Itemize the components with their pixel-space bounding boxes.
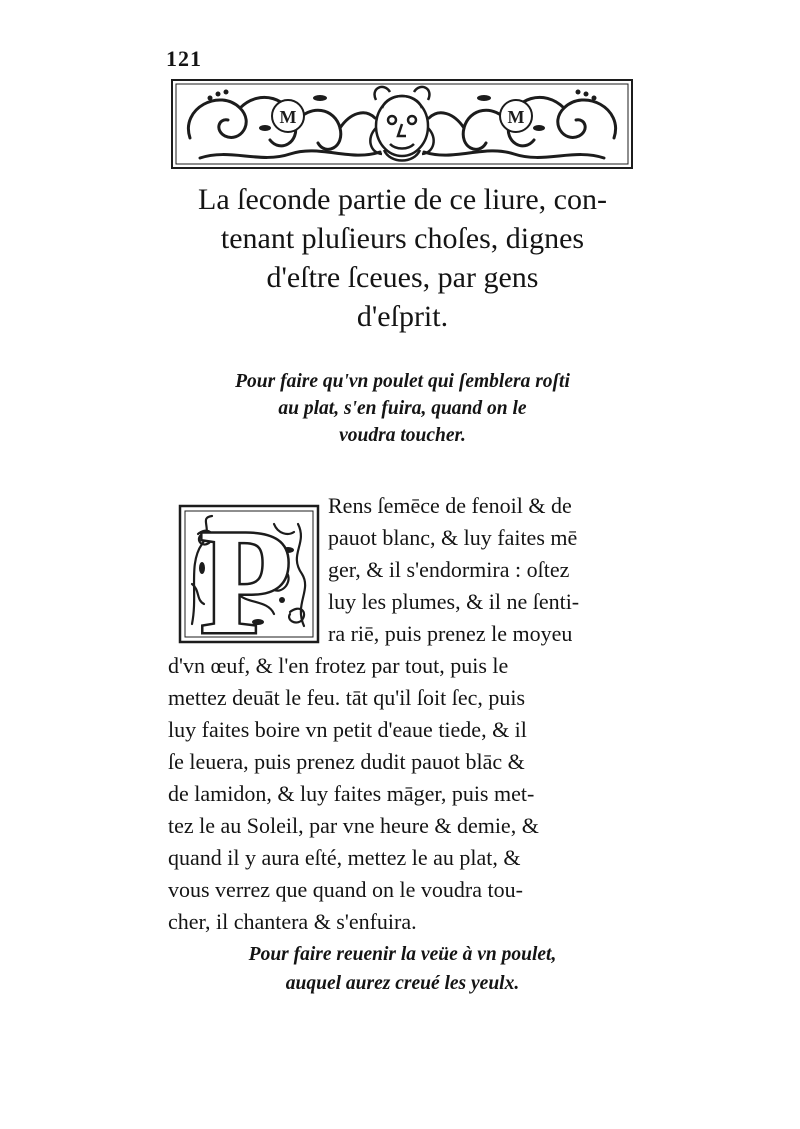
monogram-right: M: [507, 107, 525, 127]
recipe-title-line: auquel aurez creué les yeulx.: [285, 973, 520, 994]
body-line: mettez deuāt le feu. tāt qu'il ſoit ſec, puis: [168, 685, 526, 710]
body-line: luy faites boire vn petit d'eaue tiede, & il: [168, 717, 527, 742]
recipe-title-line: Pour faire reuenir la veüe à vn poulet,: [248, 944, 557, 965]
body-line: ra riē, puis prenez le moyeu: [328, 621, 573, 646]
body-line: Rens ſemēce de fenoil & de: [328, 493, 572, 518]
recipe-title: [150, 368, 655, 449]
ornamental-headpiece-icon: [170, 78, 634, 170]
monogram-left: M: [279, 107, 297, 127]
body-line: luy les plumes, & il ne ſenti-: [328, 589, 580, 614]
recipe-title-line: voudra toucher.: [339, 425, 466, 446]
chapter-title-line: d'eſprit.: [356, 300, 449, 333]
body-line: de lamidon, & luy faites māger, puis met-: [168, 781, 535, 806]
body-line: ger, & il s'endormira : oſtez: [328, 557, 570, 582]
recipe-title-line: Pour faire qu'vn poulet qui ſemblera roſti: [235, 371, 570, 392]
body-line: cher, il chantera & s'enfuira.: [168, 909, 417, 934]
recipe-title: [150, 940, 655, 998]
chapter-title-line: tenant pluſieurs choſes, dignes: [220, 222, 585, 255]
body-line: d'vn œuf, & l'en frotez par tout, puis le: [168, 653, 509, 678]
chapter-title: [150, 180, 655, 336]
dropcap-letter: P: [200, 504, 292, 644]
chapter-title-line: d'eſtre ſceues, par gens: [266, 261, 539, 294]
body-line: vous verrez que quand on le voudra tou-: [168, 877, 523, 902]
body-line: ſe leuera, puis prenez dudit pauot blāc &: [168, 749, 525, 774]
page-number: 121: [166, 46, 202, 71]
chapter-title-line: La ſeconde partie de ce liure, con-: [198, 183, 607, 216]
recipe-title-line: au plat, s'en fuira, quand on le: [278, 398, 527, 419]
body-line: quand il y aura eſté, mettez le au plat, &: [168, 845, 521, 870]
body-line: tez le au Soleil, par vne heure & demie, &: [168, 813, 539, 838]
floral-initial-icon: [178, 504, 320, 644]
body-line: pauot blanc, & luy faites mē: [328, 525, 578, 550]
